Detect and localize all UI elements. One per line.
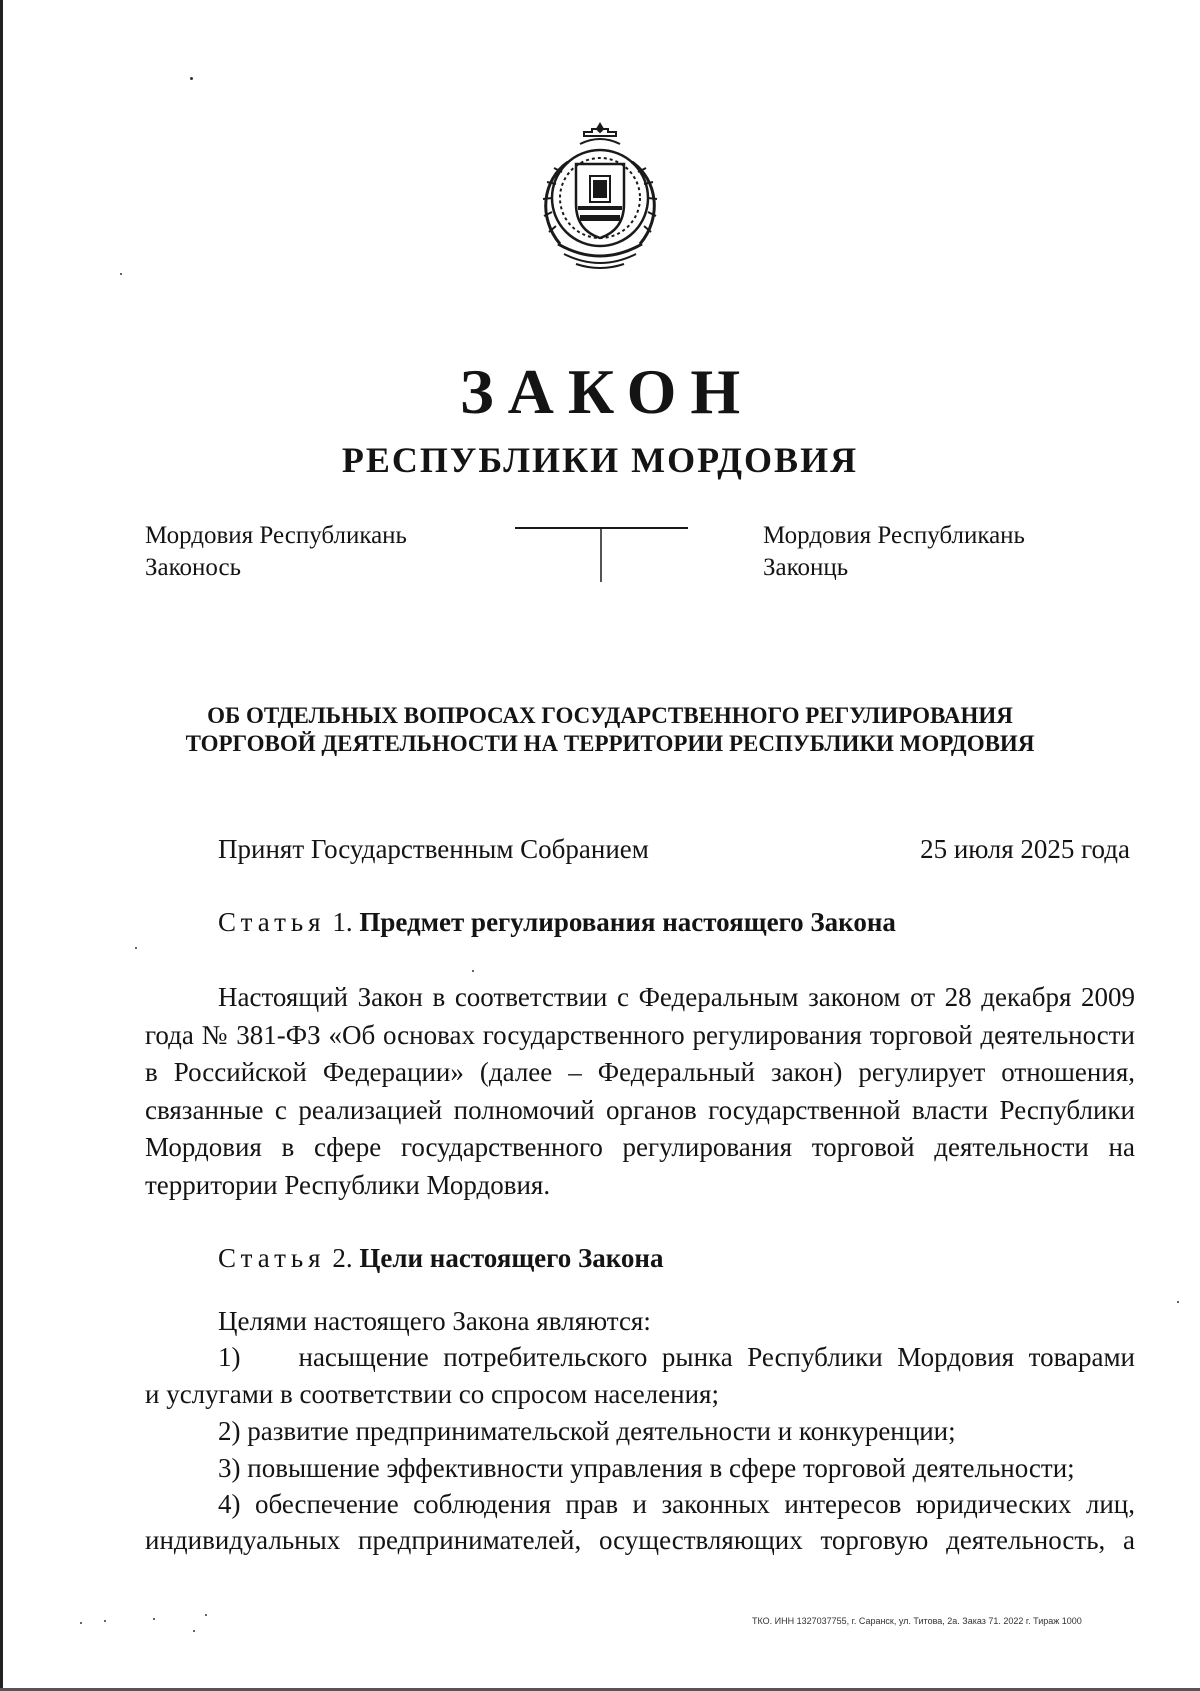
header-left-line-2: Законось [145, 554, 241, 581]
list-item-text: развитие предпринимательской деятельности и конкуренции; [247, 1416, 956, 1446]
list-item-number: 2) [218, 1416, 241, 1446]
article-text: Настоящий Закон в соответствии с Федеральным законом от 28 декабря 2009 года № 381-ФЗ «Об основах государственного регулирования торговой деятельности в Российской Федерации» (далее – Федеральный закон) регулирует отношения, связанные с реализацией полномочий органов государственной власти Республики Мордовия в сфере государственного регулирования торговой деятельности на территории Республики Мордовия. [145, 982, 1135, 1200]
list-item [218, 1450, 1135, 1487]
header-right-block [763, 520, 1025, 584]
scan-speck [193, 1630, 195, 1632]
list-item-text: повышение эффективности управления в сфере торговой деятельности; [247, 1453, 1075, 1483]
scan-speck [1177, 1301, 1179, 1303]
scan-speck [205, 1614, 207, 1616]
header-right-line-1: Мордовия Республикань [763, 522, 1025, 549]
list-item-text: обеспечение соблюдения прав и законных интересов юридических лиц, [254, 1489, 1135, 1519]
list-item-number: 3) [218, 1453, 241, 1483]
mordovia-coat-of-arms-icon [528, 122, 672, 272]
adoption-text: Принят Государственным Собранием [218, 834, 649, 864]
document-subtitle: РЕСПУБЛИКИ МОРДОВИЯ [341, 440, 859, 480]
law-title [130, 702, 1090, 758]
scan-speck [120, 273, 122, 275]
document-title: ЗАКОН [459, 356, 755, 427]
list-item-number: 4) [218, 1489, 241, 1519]
list-item-number: 1) [218, 1342, 241, 1372]
header-right-line-2: Законць [763, 554, 849, 581]
article-label: Статья [218, 1243, 326, 1273]
scan-speck [80, 1622, 82, 1624]
law-title-line-1: ОБ ОТДЕЛЬНЫХ ВОПРОСАХ ГОСУДАРСТВЕННОГО РЕГУЛИРОВАНИЯ [207, 703, 1013, 728]
header-left-block [145, 520, 407, 584]
article-label: Статья [218, 907, 326, 937]
scan-speck [190, 77, 193, 80]
header-left-line-1: Мордовия Республикань [145, 522, 407, 549]
printer-imprint: ТКО. ИНН 1327037755, г. Саранск, ул. Титова, 2а. Заказ 71. 2022 г. Тираж 1000 [752, 1616, 1082, 1626]
law-title-line-2: ТОРГОВОЙ ДЕЯТЕЛЬНОСТИ НА ТЕРРИТОРИИ РЕСПУБЛИКИ МОРДОВИЯ [185, 731, 1035, 756]
list-item [218, 1339, 1135, 1376]
list-item-text: насыщение потребительского рынка Республики Мордовия товарами [298, 1342, 1135, 1372]
scan-speck [472, 970, 474, 972]
article-heading [218, 1240, 663, 1276]
article-number: 1. [332, 907, 353, 937]
scan-speck [153, 1618, 155, 1620]
list-item-continuation: индивидуальных предпринимателей, осуществляющих торговую деятельность, а [145, 1525, 1135, 1555]
article-intro: Целями настоящего Закона являются: [218, 1306, 651, 1336]
article-title: Предмет регулирования настоящего Закона [359, 907, 896, 937]
article-heading [218, 904, 896, 940]
header-divider [515, 527, 688, 582]
scan-speck [104, 1620, 106, 1622]
scan-speck [135, 947, 137, 949]
list-item [218, 1486, 1135, 1523]
article-number: 2. [332, 1243, 353, 1273]
article-title: Цели настоящего Закона [359, 1243, 664, 1273]
scan-border-left [0, 0, 3, 1691]
list-item [218, 1413, 1135, 1450]
adoption-date: 25 июля 2025 года [920, 834, 1130, 864]
list-item-continuation: и услугами в соответствии со спросом населения; [145, 1379, 719, 1409]
